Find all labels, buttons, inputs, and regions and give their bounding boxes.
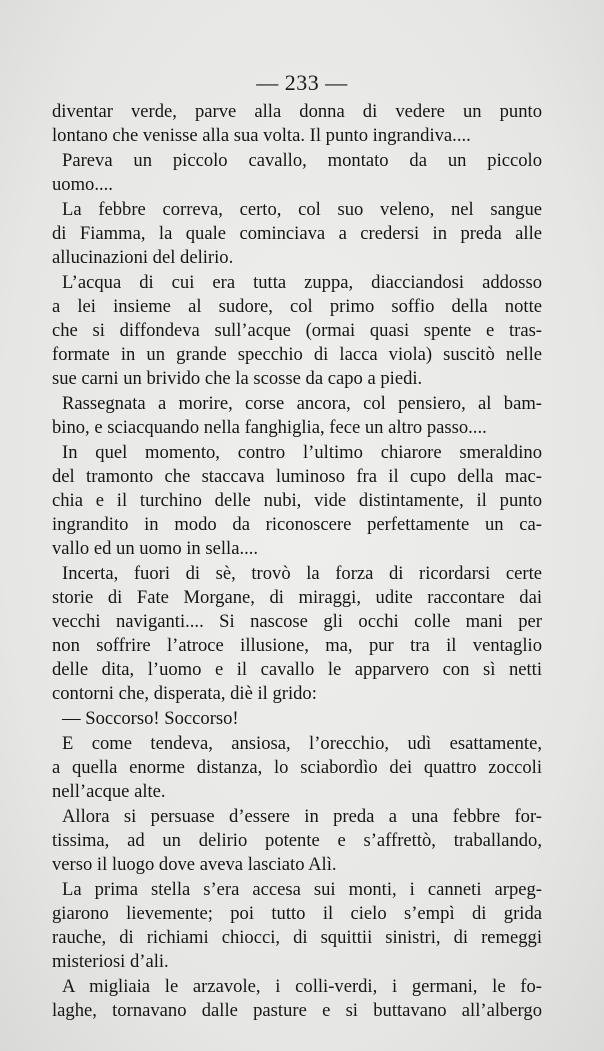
text-line: storie di Fate Morgane, di miraggi, udite raccontare dai [52,587,542,608]
text-line: diventar verde, parve alla donna di vedere un punto [52,101,542,122]
text-line: verso il luogo dove aveva lasciato Alì. [52,854,337,875]
page-number: — 233 — [256,70,348,95]
text-line: L’acqua di cui era tutta zuppa, diacciandosi addosso [62,272,542,293]
text-line: La febbre correva, certo, col suo veleno, nel sangue [62,199,542,220]
text-line: lontano che venisse alla sua volta. Il punto ingrandiva.... [52,125,471,146]
text-line: chia e il turchino delle nubi, vide distintamente, il punto [52,490,542,511]
text-line: di Fiamma, la quale cominciava a credersi in preda alle [52,223,542,244]
text-line: formate in un grande specchio di lacca viola) suscitò nelle [52,344,542,365]
text-line: che si diffondeva sull’acque (ormai quasi spente e tras- [52,320,542,341]
text-line: vecchi naviganti.... Si nascose gli occhi colle mani per [52,611,542,632]
text-line: misteriosi d’ali. [52,951,169,972]
body-text [52,100,542,1023]
text-line: rauche, di richiami chiocci, di squittii sinistri, di remeggi [52,927,542,948]
text-line: Incerta, fuori di sè, trovò la forza di ricordarsi certe [62,563,542,584]
text-line: A migliaia le arzavole, i colli-verdi, i germani, le fo- [62,976,542,997]
text-line: a lei insieme al sudore, col primo soffio della notte [52,296,542,317]
text-line: Pareva un piccolo cavallo, montato da un piccolo [62,150,542,171]
text-line: La prima stella s’era accesa sui monti, i canneti arpeg- [62,879,542,900]
text-line: a quella enorme distanza, lo sciabordìo dei quattro zoccoli [52,757,542,778]
text-line: del tramonto che staccava luminoso fra il cupo della mac- [52,466,542,487]
text-line: non soffrire l’atroce illusione, ma, pur tra il ventaglio [52,635,542,656]
text-line: contorni che, disperata, diè il grido: [52,683,317,704]
text-line: uomo.... [52,174,113,195]
text-line: Rassegnata a morire, corse ancora, col pensiero, al bam- [62,393,542,414]
text-line: tissima, ad un delirio potente e s’affrettò, traballando, [52,830,542,851]
text-line: E come tendeva, ansiosa, l’orecchio, udì esattamente, [62,733,542,754]
text-line: In quel momento, contro l’ultimo chiarore smeraldino [62,442,542,463]
text-line: allucinazioni del delirio. [52,247,234,268]
text-line: Allora si persuase d’essere in preda a una febbre for- [62,806,542,827]
text-line: delle dita, l’uomo e il cavallo le apparvero con sì netti [52,659,542,680]
text-line: sue carni un brivido che la scosse da capo a piedi. [52,368,423,389]
text-line: ingrandito in modo da riconoscere perfettamente un ca- [52,514,542,535]
text-line: vallo ed un uomo in sella.... [52,538,259,559]
text-line: nell’acque alte. [52,781,166,802]
text-line: — Soccorso! Soccorso! [62,708,239,729]
text-line: giarono lievemente; poi tutto il cielo s’empì di grida [52,903,542,924]
text-line: laghe, tornavano dalle pasture e si buttavano all’albergo [52,1000,542,1021]
text-line: bino, e sciacquando nella fanghiglia, fece un altro passo.... [52,417,487,438]
